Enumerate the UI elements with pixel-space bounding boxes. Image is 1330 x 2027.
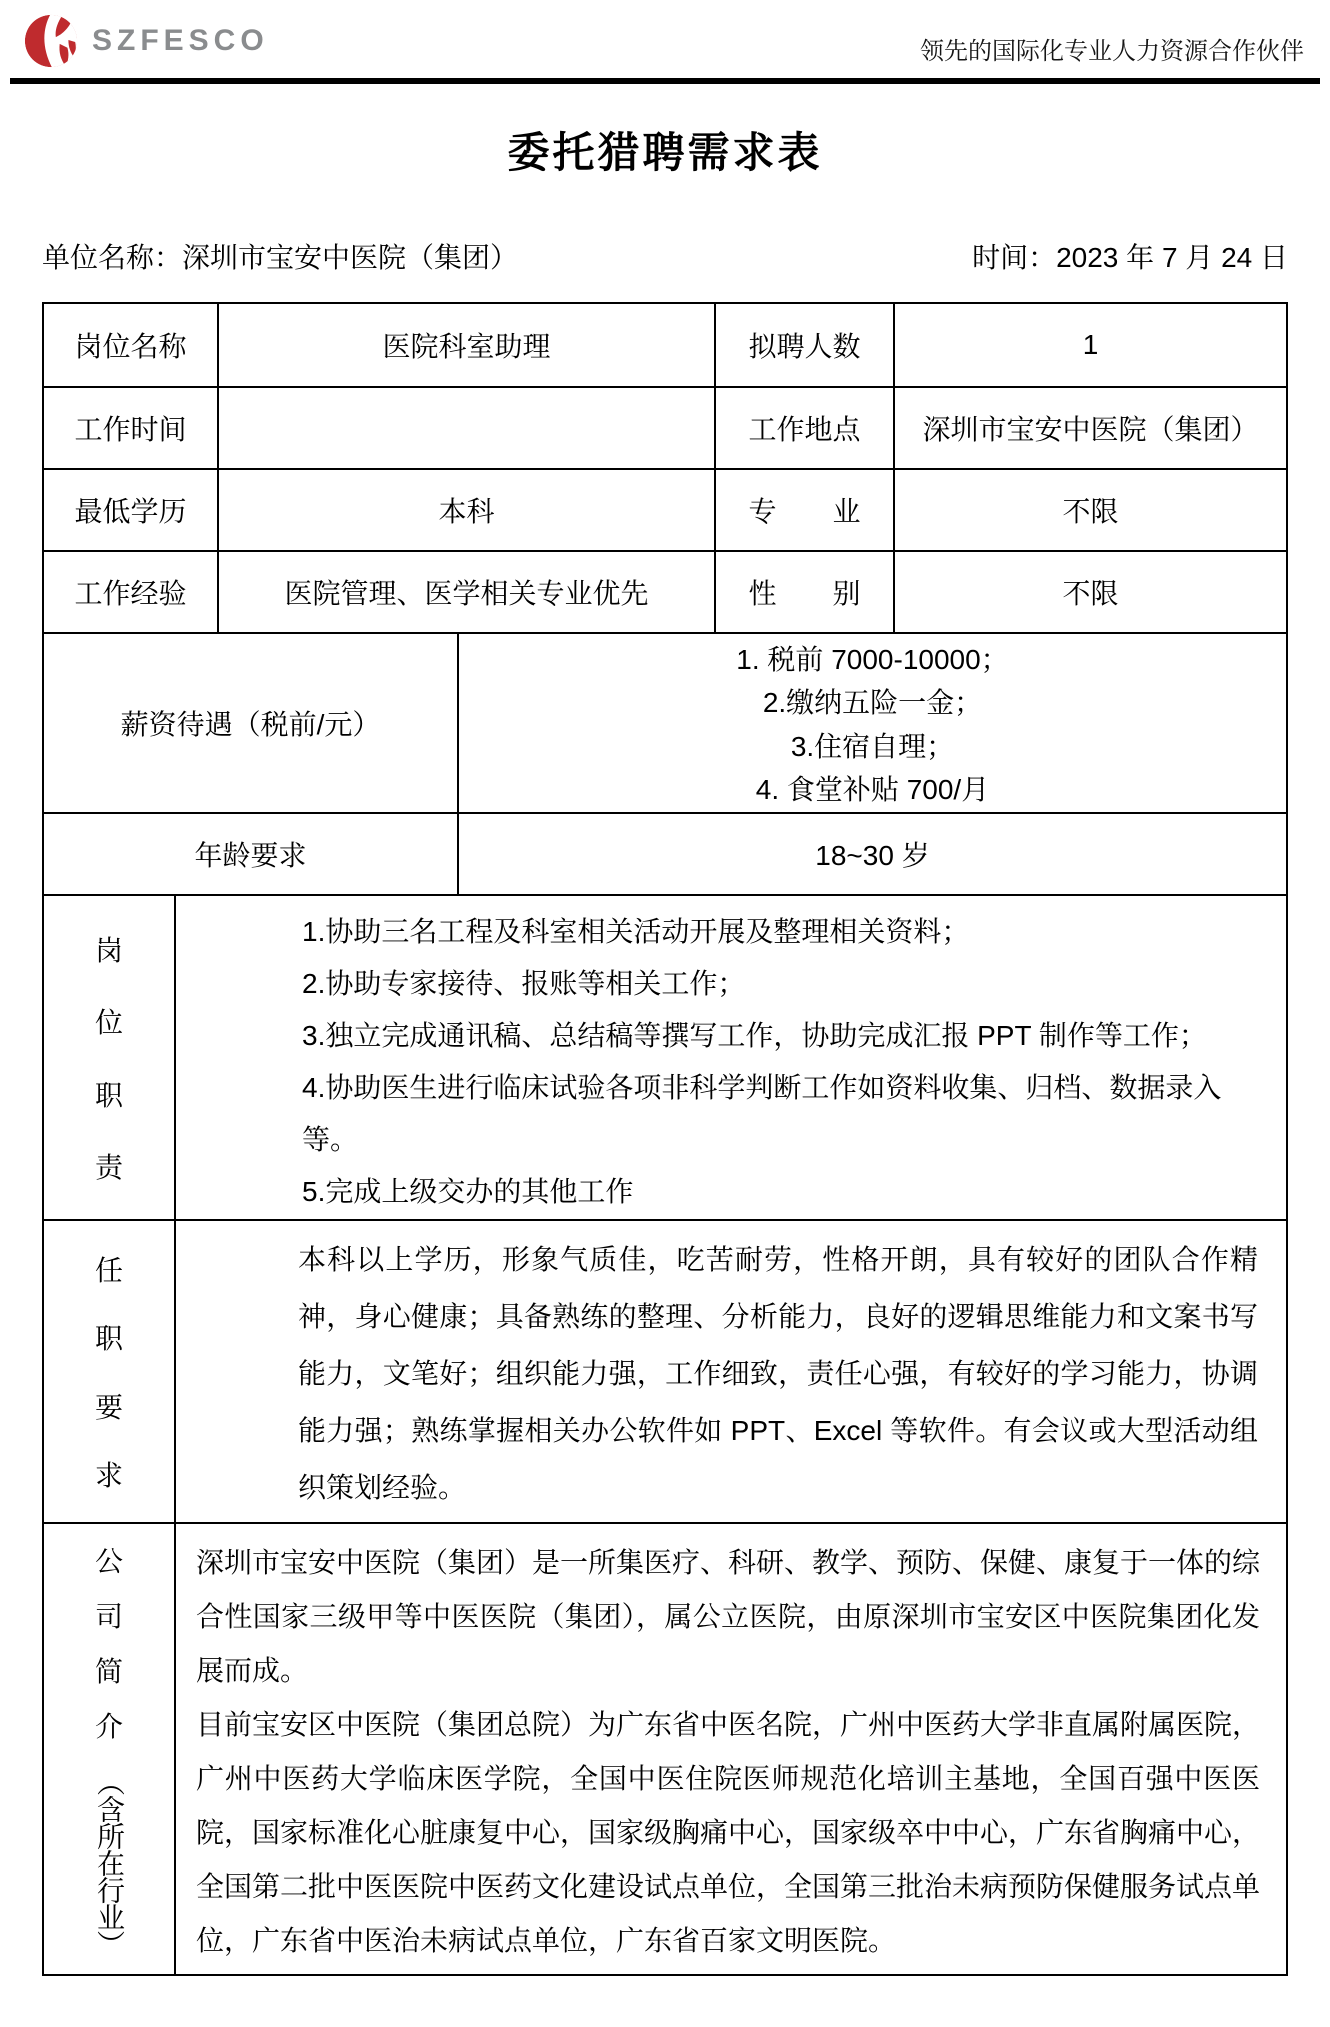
row-age [44, 812, 1286, 894]
form-date-line [972, 236, 1288, 276]
duty-item: 2.协助专家接待、报账等相关工作； [302, 968, 746, 999]
szfesco-logo [22, 12, 269, 70]
vertical-label-char: 责 [94, 1152, 123, 1184]
cell-major-label: 专 业 [714, 470, 893, 550]
profile-paragraph: 目前宝安区中医院（集团总院）为广东省中医名院，广州中医药大学非直属附属医院，广州中医药大学临床医学院，全国中医住院医师规范化培训主基地，全国百强中医医院，国家标准化心脏康复中心，国家级胸痛中心，国家级卒中中心，广东省胸痛中心，全国第二批中医医院中医药文化建设试点单位，全国第三批治未病预防保健服务试点单位，广东省中医治未病试点单位，广东省百家文明医院。 [196, 1709, 1261, 1956]
salary-line: 4. 食堂补贴 700/月 [755, 774, 990, 806]
vertical-label-char: 简 [94, 1656, 123, 1687]
cell-age-label: 年龄要求 [194, 840, 307, 871]
cell-post-name-value: 医院科室助理 [217, 304, 714, 386]
cell-salary-value [457, 634, 1286, 812]
cell-gender-label: 性 别 [714, 552, 893, 632]
row-duties [44, 894, 1286, 1219]
cell-post-name-label: 岗位名称 [74, 331, 187, 362]
document-header [0, 0, 1330, 78]
duty-item: 4.协助医生进行临床试验各项非科学判断工作如资料收集、归档、数据录入等。 [302, 1072, 1222, 1155]
row-time-location [44, 386, 1286, 468]
row-salary [44, 632, 1286, 812]
cell-work-experience-value: 医院管理、医学相关专业优先 [217, 552, 714, 632]
company-name-line [42, 236, 518, 276]
cell-duties-content [174, 896, 1286, 1219]
vertical-label-char: 位 [94, 1007, 123, 1039]
company-name-value: 深圳市宝安中医院（集团） [182, 242, 519, 273]
cell-gender-value: 不限 [893, 552, 1286, 632]
cell-work-time-label: 工作时间 [74, 414, 187, 445]
row-requirements [44, 1219, 1286, 1522]
cell-major-value: 不限 [893, 470, 1286, 550]
salary-line: 1. 税前 7000-10000； [736, 643, 1009, 675]
vertical-label-char: 职 [94, 1079, 123, 1111]
duty-item: 1.协助三名工程及科室相关活动开展及整理相关资料； [302, 916, 970, 947]
cell-min-education-label: 最低学历 [74, 496, 187, 527]
szfesco-logo-icon [22, 12, 80, 70]
vertical-label-char: 公 [94, 1546, 123, 1577]
cell-headcount-value: 1 [893, 304, 1286, 386]
salary-line: 3.住宿自理； [790, 730, 955, 762]
cell-headcount-label: 拟聘人数 [714, 304, 893, 386]
vertical-label-subtext: （含所在行业） [94, 1768, 125, 1957]
company-name-label: 单位名称： [42, 242, 183, 273]
document-body [0, 120, 1330, 1976]
szfesco-logo-text: SZFESCO [92, 24, 269, 57]
cell-work-location-label: 工作地点 [714, 388, 893, 468]
cell-min-education-value: 本科 [217, 470, 714, 550]
duty-item: 3.独立完成通讯稿、总结稿等撰写工作，协助完成汇报 PPT 制作等工作； [302, 1020, 1207, 1051]
cell-salary-label: 薪资待遇（税前/元） [120, 709, 381, 740]
vertical-label-char: 司 [94, 1601, 123, 1632]
row-post [44, 304, 1286, 386]
salary-line: 2.缴纳五险一金； [762, 687, 983, 719]
cell-work-experience-label: 工作经验 [74, 578, 187, 609]
vertical-label-char: 岗 [94, 934, 123, 966]
form-date-label: 时间： [972, 242, 1057, 273]
row-education-major [44, 468, 1286, 550]
profile-paragraph: 深圳市宝安中医院（集团）是一所集医疗、科研、教学、预防、保健、康复于一体的综合性国家三级甲等中医医院（集团），属公立医院，由原深圳市宝安区中医院集团化发展而成。 [196, 1547, 1261, 1686]
vertical-label-char: 求 [94, 1459, 123, 1491]
cell-age-value: 18~30 岁 [457, 814, 1286, 894]
vertical-label-char: 任 [94, 1255, 123, 1287]
row-experience-gender [44, 550, 1286, 632]
header-divider-rule [10, 78, 1320, 84]
cell-work-time-value [217, 388, 714, 468]
cell-requirements-content: 本科以上学历，形象气质佳，吃苦耐劳，性格开朗，具有较好的团队合作精神，身心健康；具备熟练的整理、分析能力，良好的逻辑思维能力和文案书写能力，文笔好；组织能力强，工作细致，责任心强，有较好的学习能力，协调能力强；熟练掌握相关办公软件如 PPT、Excel 等软件。有会议或大型活动组织策划经验。 [174, 1221, 1286, 1522]
duty-item: 5.完成上级交办的其他工作 [302, 1176, 634, 1207]
form-date-value: 2023 年 7 月 24 日 [1056, 242, 1288, 273]
meta-row [42, 236, 1288, 276]
header-tagline: 领先的国际化专业人力资源合作伙伴 [920, 38, 1304, 65]
form-title: 委托猎聘需求表 [507, 129, 823, 176]
row-company-profile [44, 1522, 1286, 1974]
vertical-label-char: 职 [94, 1323, 123, 1355]
vertical-label-char: 介 [94, 1711, 123, 1742]
cell-company-profile-content [174, 1524, 1286, 1974]
cell-duties-label [44, 896, 174, 1219]
cell-work-location-value: 深圳市宝安中医院（集团） [893, 388, 1286, 468]
cell-company-profile-label [44, 1524, 174, 1974]
cell-requirements-label [44, 1221, 174, 1522]
vertical-label-char: 要 [94, 1391, 123, 1423]
requirements-table [42, 302, 1288, 1976]
